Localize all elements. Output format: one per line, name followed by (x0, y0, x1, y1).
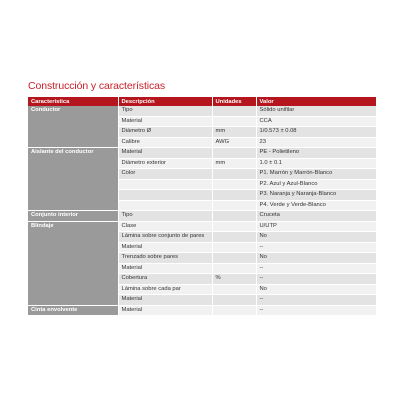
description-cell: Tipo (118, 211, 212, 222)
description-cell: Diámetro exterior (118, 158, 212, 169)
unit-cell (212, 305, 256, 316)
description-cell (118, 200, 212, 211)
value-cell: 1.0 ± 0.1 (256, 158, 376, 169)
description-cell: Lámina sobre cada par (118, 284, 212, 295)
header-valor: Valor (256, 97, 376, 106)
description-cell: Material (118, 148, 212, 159)
unit-cell: AWG (212, 137, 256, 148)
table-row (28, 221, 376, 232)
unit-cell (212, 284, 256, 295)
description-cell: Material (118, 263, 212, 274)
value-cell: -- (256, 295, 376, 306)
unit-cell (212, 148, 256, 159)
value-cell: No (256, 284, 376, 295)
header-descripcion: Descripción (118, 97, 212, 106)
unit-cell (212, 106, 256, 116)
description-cell: Material (118, 242, 212, 253)
section-title: Construcción y características (28, 80, 166, 92)
value-cell: Cruceta (256, 211, 376, 222)
unit-cell (212, 200, 256, 211)
description-cell: Trenzado sobre pares (118, 253, 212, 264)
unit-cell (212, 295, 256, 306)
category-cell: Aislante del conductor (28, 148, 118, 211)
category-cell: Conductor (28, 106, 118, 148)
value-cell: No (256, 232, 376, 243)
unit-cell (212, 263, 256, 274)
unit-cell (212, 242, 256, 253)
description-cell: Diámetro Ø (118, 127, 212, 138)
unit-cell (212, 221, 256, 232)
header-unidades: Unidades (212, 97, 256, 106)
specifications-table (28, 97, 376, 316)
value-cell: -- (256, 274, 376, 285)
value-cell: CCA (256, 116, 376, 127)
description-cell: Lámina sobre conjunto de pares (118, 232, 212, 243)
value-cell: P3. Naranja y Naranja-Blanco (256, 190, 376, 201)
unit-cell (212, 116, 256, 127)
description-cell: Clase (118, 221, 212, 232)
unit-cell: mm (212, 158, 256, 169)
value-cell: -- (256, 305, 376, 316)
description-cell: Material (118, 305, 212, 316)
value-cell: -- (256, 263, 376, 274)
value-cell: 23 (256, 137, 376, 148)
value-cell: Sólido unifilar (256, 106, 376, 116)
unit-cell (212, 232, 256, 243)
value-cell: P4. Verde y Verde-Blanco (256, 200, 376, 211)
description-cell: Cobertura (118, 274, 212, 285)
description-cell (118, 190, 212, 201)
value-cell: PE - Polietileno (256, 148, 376, 159)
value-cell: 1/0.573 ± 0.08 (256, 127, 376, 138)
table-row (28, 106, 376, 116)
unit-cell (212, 190, 256, 201)
value-cell: P1. Marrón y Marrón-Blanco (256, 169, 376, 180)
unit-cell: % (212, 274, 256, 285)
category-cell: Cinta envolvente (28, 305, 118, 316)
unit-cell: mm (212, 127, 256, 138)
table-row (28, 148, 376, 159)
table-row (28, 305, 376, 316)
unit-cell (212, 179, 256, 190)
unit-cell (212, 211, 256, 222)
description-cell: Color (118, 169, 212, 180)
description-cell: Material (118, 295, 212, 306)
value-cell: U/UTP (256, 221, 376, 232)
value-cell: No (256, 253, 376, 264)
table-header-row (28, 97, 376, 106)
table-body (28, 106, 376, 316)
description-cell: Tipo (118, 106, 212, 116)
value-cell: -- (256, 242, 376, 253)
category-cell: Blindaje (28, 221, 118, 305)
category-cell: Conjunto interior (28, 211, 118, 222)
value-cell: P2. Azul y Azul-Blanco (256, 179, 376, 190)
description-cell: Calibre (118, 137, 212, 148)
table-row (28, 211, 376, 222)
header-caracteristica: Característica (28, 97, 118, 106)
description-cell (118, 179, 212, 190)
description-cell: Material (118, 116, 212, 127)
unit-cell (212, 253, 256, 264)
unit-cell (212, 169, 256, 180)
